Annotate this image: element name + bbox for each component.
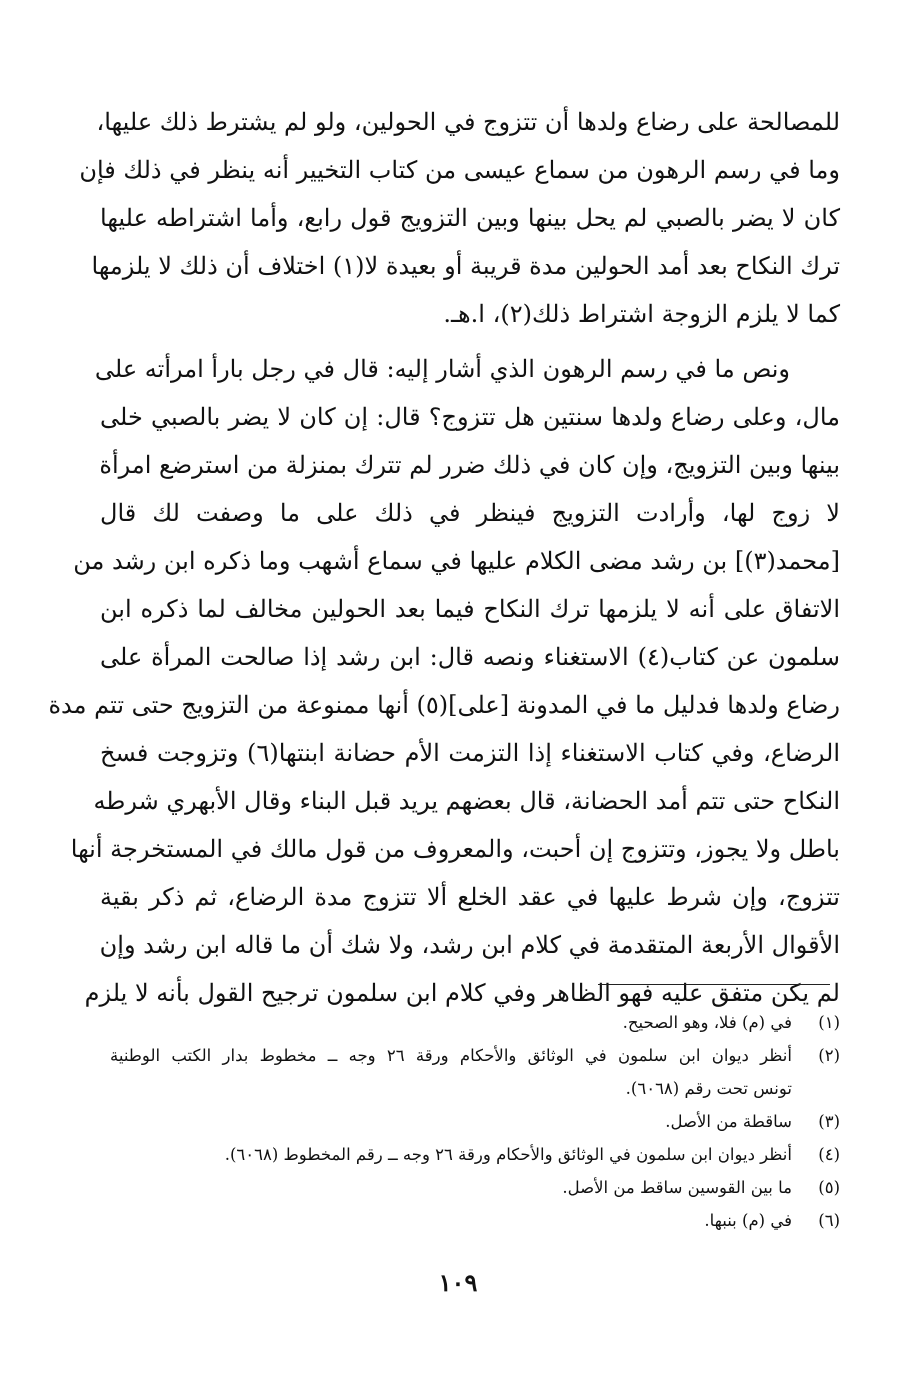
text-line: الأقوال الأربعة المتقدمة في كلام ابن رشد، ولا شك أن ما قاله ابن رشد وإن	[99, 931, 840, 959]
text-line: ونص ما في رسم الرهون الذي أشار إليه: قال في رجل بارأ امرأته على	[94, 355, 790, 383]
text-line: الاتفاق على أنه لا يلزمها ترك النكاح فيما بعد الحولين مخالف لما ذكره ابن	[100, 595, 840, 623]
footnote-text: ما بين القوسين ساقط من الأصل.	[562, 1178, 792, 1197]
footnote-number: (١)	[818, 1013, 840, 1032]
footnote-text: أنظر ديوان ابن سلمون في الوثائق والأحكام ورقة ٢٦ وجه ــ مخطوط بدار الكتب الوطنية	[110, 1046, 792, 1065]
text-line: لم يكن متفق عليه فهو الظاهر وفي كلام ابن سلمون ترجيح القول بأنه لا يلزم	[84, 979, 840, 1007]
paragraph-2	[48, 345, 841, 1017]
footnote-2	[110, 1039, 840, 1072]
footnote-text: ساقطة من الأصل.	[665, 1112, 792, 1131]
footnote-number: (٥)	[818, 1178, 840, 1197]
footnote-number: (٦)	[818, 1211, 840, 1230]
footnote-separator	[598, 984, 830, 985]
footnote-6	[110, 1204, 840, 1237]
text-line: ترك النكاح بعد أمد الحولين مدة قريبة أو بعيدة لا(١) اختلاف أن ذلك لا يلزمها	[91, 252, 840, 280]
text-line: بينها وبين التزويج، وإن كان في ذلك ضرر لم تترك بمنزلة من استرضع امرأة	[99, 451, 840, 479]
text-line: تتزوج، وإن شرط عليها في عقد الخلع ألا تتزوج مدة الرضاع، ثم ذكر بقية	[100, 883, 840, 911]
footnote-text: في (م) فلا، وهو الصحيح.	[622, 1013, 792, 1032]
footnote-3	[110, 1105, 840, 1138]
footnote-5	[110, 1171, 840, 1204]
text-line: للمصالحة على رضاع ولدها أن تتزوج في الحولين، ولو لم يشترط ذلك عليها،	[96, 108, 840, 136]
text-line: لا زوج لها، وأرادت التزويج فينظر في ذلك على ما وصفت لك قال	[100, 499, 840, 527]
page-number: ١٠٩	[438, 1268, 478, 1297]
text-line: كما لا يلزم الزوجة اشتراط ذلك(٢)، ا.هـ.	[443, 300, 840, 328]
text-line: باطل ولا يجوز، وتتزوج إن أحبت، والمعروف من قول مالك في المستخرجة أنها	[70, 835, 840, 863]
footnote-text: أنظر ديوان ابن سلمون في الوثائق والأحكام ورقة ٢٦ وجه ــ رقم المخطوط (٦٠٦٨).	[224, 1145, 792, 1164]
text-line: سلمون عن كتاب(٤) الاستغناء ونصه قال: ابن رشد إذا صالحت المرأة على	[100, 643, 840, 671]
footnote-text: تونس تحت رقم (٦٠٦٨).	[625, 1079, 792, 1098]
text-line: [محمد(٣)] بن رشد مضى الكلام عليها في سماع أشهب وما ذكره ابن رشد من	[73, 547, 840, 575]
footnote-number: (٣)	[818, 1112, 840, 1131]
text-line: رضاع ولدها فدليل ما في المدونة [على](٥) أنها ممنوعة من التزويج حتى تتم مدة	[48, 691, 840, 719]
footnotes	[110, 1006, 840, 1237]
footnote-4	[110, 1138, 840, 1171]
text-line: كان لا يضر بالصبي لم يحل بينها وبين التزويج قول رابع، وأما اشتراطه عليها	[100, 204, 840, 232]
text-line: النكاح حتى تتم أمد الحضانة، قال بعضهم يريد قبل البناء وقال الأبهري شرطه	[93, 787, 840, 815]
footnote-number: (٤)	[818, 1145, 840, 1164]
text-line: الرضاع، وفي كتاب الاستغناء إذا التزمت الأم حضانة ابنتها(٦) وتزوجت فسخ	[100, 739, 841, 767]
footnote-2-continuation	[110, 1072, 840, 1105]
paragraph-1	[79, 98, 840, 338]
footnote-text: في (م) بنبها.	[704, 1211, 792, 1230]
text-line: مال، وعلى رضاع ولدها سنتين هل تتزوج؟ قال: إن كان لا يضر بالصبي خلى	[100, 403, 840, 431]
text-line: وما في رسم الرهون من سماع عيسى من كتاب التخيير أنه ينظر في ذلك فإن	[79, 156, 840, 184]
footnote-1	[110, 1006, 840, 1039]
footnote-number: (٢)	[818, 1046, 840, 1065]
